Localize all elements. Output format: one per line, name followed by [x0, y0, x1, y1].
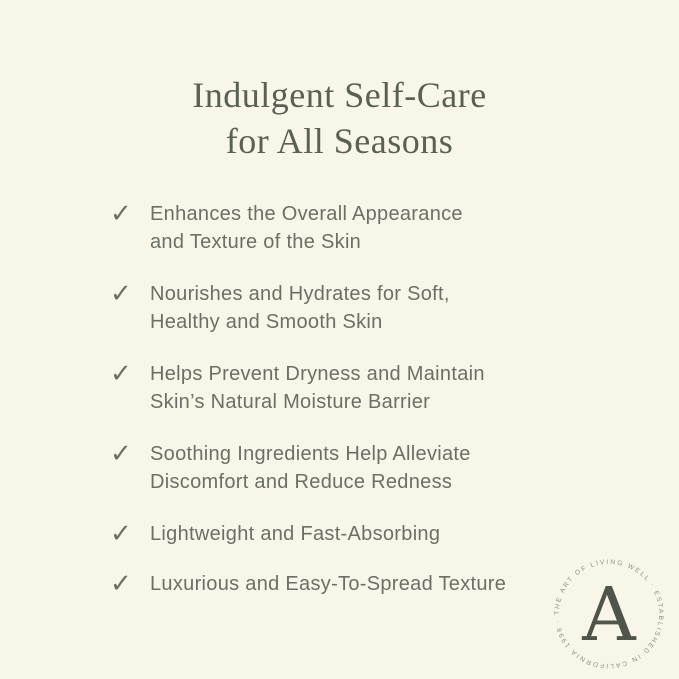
- page-title: [0, 72, 679, 164]
- benefit-line: Soothing Ingredients Help Alleviate: [150, 443, 471, 465]
- benefit-item: [110, 200, 590, 256]
- benefit-item: [110, 360, 590, 416]
- brand-badge: [539, 544, 679, 679]
- checkmark-icon: ✓: [110, 279, 132, 309]
- page-title-line1: Indulgent Self-Care: [192, 75, 487, 115]
- benefit-line: Helps Prevent Dryness and Maintain: [150, 363, 485, 385]
- benefit-item: [110, 440, 590, 496]
- benefit-line: Discomfort and Reduce Redness: [150, 471, 453, 493]
- checkmark-icon: ✓: [110, 439, 132, 469]
- benefit-item: [110, 570, 590, 598]
- benefit-line: Nourishes and Hydrates for Soft,: [150, 283, 450, 305]
- benefit-line: Enhances the Overall Appearance: [150, 203, 463, 225]
- benefit-line: Luxurious and Easy-To-Spread Texture: [150, 573, 507, 595]
- checkmark-icon: ✓: [110, 359, 132, 389]
- checkmark-icon: ✓: [110, 519, 132, 549]
- benefit-line: Skin’s Natural Moisture Barrier: [150, 391, 431, 413]
- checkmark-icon: ✓: [110, 569, 132, 599]
- checkmark-icon: ✓: [110, 199, 132, 229]
- brand-badge-graphic: [539, 544, 679, 679]
- badge-monogram: A: [582, 572, 636, 658]
- benefit-line: Lightweight and Fast-Absorbing: [150, 523, 441, 545]
- page-title-line2: for All Seasons: [225, 121, 454, 161]
- benefit-item: [110, 280, 590, 336]
- badge-ring-text: · THE ART OF LIVING WELL · ESTABLISHED IN CALIFORNIA 1998: [553, 558, 665, 670]
- benefit-line: Healthy and Smooth Skin: [150, 311, 383, 333]
- benefit-list: [110, 200, 590, 620]
- benefit-item: [110, 520, 590, 548]
- benefit-line: and Texture of the Skin: [150, 231, 362, 253]
